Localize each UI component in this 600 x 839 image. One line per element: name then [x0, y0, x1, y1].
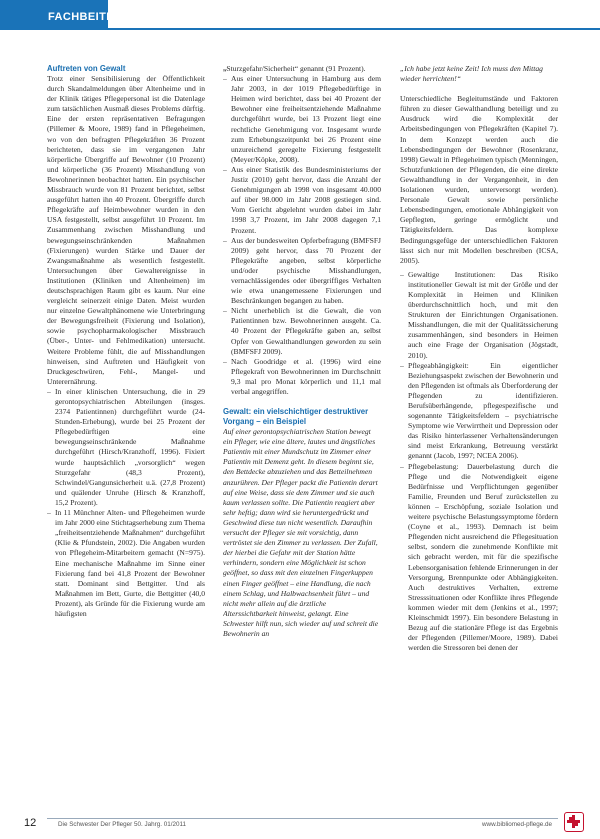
paragraph: Unterschiedliche Begleitumstände und Faktoren führen zu dieser Gewalthandlung beteiligt und zu Ausdruck wird die Komplexität der Arbeitsbedingungen von Pflegekräften (Kapitel 7). In dem Konzept werden auch die Lebensbedingungen der Bewohner (Rosenkranz, 1998) Gewalt in Pflegeheimen typisch (Menningen, Schutzfunktionen der Pflegenden, die eine direkte Gewalthandlung in der Vergangenheit, in den Isolationen wurden, unterversorgt werden). Personale Gewalt sowie persönliche Lebensbedingungen, emotionale Abhängigkeit von Gepflegten, geringe ermöglicht und Tätigkeitsfeldern. Das komplexe Bedingungsgefüge der unterschiedlichen Faktoren lässt sich nur mit Modellen beschreiben (ICSA, 2005). — [400, 94, 558, 265]
list-item: – Pflegebelastung: Dauerbelastung durch die Pflege und die Notwendigkeit eigene Bedürfnisse und Verpflichtungen gegenüber Familie, Freunden und Beruf zurückstellen zu können – Erschöpfung, soziale Isolation und weitere psychische Belastungssymptome fördern (Coyne et al., 1993). Demnach ist beim Pflegenden nicht ausreichend die Pflegesituation selbst, sondern die zunehmende Konflikte mit sich gebracht werden, mit für die spezifische Lebensorganisation fehlende Erinnerungen in der Versorgung, Brennpunkte oder Abhängigkeiten. Auch destruktives Verhalten, extreme Stresssituationen oder Konflikte ihres Pflegende kommen wieder mit dem (Jenkins et al., 1997; Kleinschmidt 1997). Ein besondere Belastung in Bezug auf die stationäre Pflege ist das Ergebnis der Pflegenden (Pillemer/Moore, 1989). Dabei werden die Stressoren bei denen der — [400, 462, 558, 654]
list-item: – Nicht unerheblich ist die Gewalt, die von Patientinnen bzw. Bewohnerinnen ausgeht. Ca. 40 Prozent der Pflegekräfte gaben an, selbst Opfer von Gewalthandlungen geworden zu sein (BMFSFJ 2009). — [223, 306, 381, 356]
list-item: – Nach Goodridge et al. (1996) wird eine Pflegekraft von Bewohnerinnen im Durchschnitt 9,3 mal pro Monat körperlich und 11,1 mal verbal angegriffen. — [223, 357, 381, 397]
list-item: – In 11 Münchner Alten- und Pflegeheimen wurde im Jahr 2000 eine Stichtagserhebung zum Thema „freiheitsentziehende Maßnahmen“ durchgeführt (Klie & Pfundstein, 2002). Die Angaben wurden von Pflegeheim-Mitarbeitern gemacht (N=975). Eine mechanische Maßnahme im Sinne einer Fixierung fand bei 41,8 Prozent der Bewohner statt. Dominant sind Bettgitter. Und als Maßnahmen im Bett, Gurte, die Bettgitter (40,0 Prozent), als Gründe für die Fixierung wurde am häufigsten — [47, 508, 205, 619]
section-label: FACHBEITRAG — [0, 0, 108, 28]
publisher-url: www.bibliomed-pflege.de — [482, 821, 553, 828]
header-rule — [0, 28, 600, 30]
paragraph: Trotz einer Sensibilisierung der Öffentlichkeit durch Skandalmeldungen über Altenheime und in der Klinik tätiges Pflegepersonal ist die Datenlage zum tatsächlichen Ausmaß dieses Problems dürftig. Eine der ersten repräsentativen Befragungen (Pillemer & Moore, 1989) fand in Pflegeheimen, wo von den befragten Pflegekräften 36 Prozent berichteten, dass sie im vergangenen Jahr körperliche Übergriffe auf Bewohner (10 Prozent) und körperliche (36 Prozent) Misshandlung von Bewohnerinnen beobachtet hatten. Ein psychischer Missbrauch wurde von 81 Prozent berichtet, selbst ausgeführt hatten ihn 40 Prozent. Übergriffe durch Pflegekräfte auf Heimbewohner wurden in den USA festgestellt, selbst ausgeführt 10 Prozent. Im Zusammenhang zwischen Misshandlung und bewegungseinschränkenden Maßnahmen (Fixierungen) wurden Stärke und Dauer der Zwangsmaßnahme als wesentlich festgestellt. Untersuchungen über Gewaltereignisse in Institutionen (Kliniken und Altenheimen) im deutschsprachigen Raum gibt es kaum. Nur eine vergleicht seinerzeit einige Daten. Meist wurden nur einzelne Gewaltphänomene wie Unterbringung der Bewegungsfreiheit (Fixierung und Isolation), sowie psychopharmakologischer Missbrauch (Über-, Unter- und Fehlmedikation) untersucht. Weitere Probleme fühlt, die auf Misshandlungen hinweisen, sind Auftreten und Häufigkeit von Druckgeschwüren, Fehl-, Mangel- und Unterernährung. — [47, 74, 205, 386]
bullet-list — [223, 64, 381, 397]
page-number: 12 — [24, 817, 37, 829]
journal-reference: Die Schwester Der Pfleger 50. Jahrg. 01/2011 — [58, 821, 186, 828]
publisher-logo-icon — [564, 812, 584, 832]
list-item: – In einer klinischen Untersuchung, die in 29 gerontopsychiatrischen Abteilungen (insges. 2374 Patientinnen) durchgeführt wurde (24-Stunden-Erhebung), wurde bei 25 Prozent der Pflegebedürftigen eine bewegungseinschränkende Maßnahme durchgeführt (Hirsch/Kranzhoff, 1996). Fixiert wurde hauptsächlich „vorsorglich“ wegen Sturzgefahr (48,3 Prozent), Schwindel/Gangunsicherheit u.ä. (27,8 Prozent) und quälender Unruhe (Hirsch & Kranzhoff, 15,2 Prozent). — [47, 387, 205, 508]
list-item: – Aus der bundesweiten Opferbefragung (BMFSFJ 2009) geht hervor, dass 70 Prozent der Pflegekräfte angeben, selbst körperliche und/oder psychische Misshandlungen, vernachlässigendes oder übergriffiges Verhalten wie etwa unangemessene Fixierungen und Beschränkungen begangen zu haben. — [223, 236, 381, 307]
list-item-continued: – „Sturzgefahr/Sicherheit“ genannt (91 Prozent). — [223, 64, 381, 74]
list-item: – Gewaltige Institutionen: Das Risiko institutioneller Gewalt ist mit der Größe und der Komplexität in Heimen und Kliniken überdurchschnittlich hoch, und mit den Strukturen der Einrichtungen Organisationen. Misshandlungen, die mit der Qualitätssicherung zusammenhängen, sind besonders in Heimen auch eine Frage der Organisation (Jögstadt, 2010). — [400, 270, 558, 361]
quote-continued: „Ich habe jetzt keine Zeit! Ich muss den Mittag wieder herrichten!“ — [400, 64, 543, 84]
column-1 — [47, 64, 205, 804]
list-item: – Pflegeabhängigkeit: Ein eigentlicher Beziehungsaspekt zwischen der Bewohnerin und den Pflegenden ist oftmals als Überforderung der Pflegenden zu identifizieren. Berufsüberhängende, pflegespezifische und sogenannte Tätigkeitsfeldern – psychiatrische Symptome wie Verwirrtheit und Depression oder das Risiko hinterlassener Verhaltensänderungen sind meist Erkrankung, Betreuung verstärkt genannt (Jacob, 1997; NCEA 2006). — [400, 361, 558, 462]
list-item: – Aus einer Statistik des Bundesministeriums der Justiz (2010) geht hervor, dass die Anzahl der Genehmigungen ab 1998 von insgesamt 40.000 auf über 98.000 im Jahr 2008 gestiegen sind. Vom Gericht abgelehnt wurden dabei im Jahr 1998 3,7 Prozent, im Jahr 2008 dagegen 7,1 Prozent. — [223, 165, 381, 236]
example-quote: Auf einer gerontopsychiatrischen Station bewegt ein Pfleger, wie eine ältere, lautes und ängstliches Patientin mit einer Mundschutz im Zimmer einer Patientin mit Demenz geht. In diesem beginnt sie, den Bettdecke abzuziehen und das Betteilnehmen anzurühren. Der Pfleger packt die Patientin derart auf eine Weise, dass sie dem Zimmer und sie auch kaum verlassen sollte. Die Patientin reagiert aber sehr heftig; dann wird sie heruntergedrückt und Geschwind diese tun nicht wesentlich. Daraufhin versucht der Pfleger sie mit vorsichtig, dann vertröstet sie den Zimmer zu verlassen. Der Zufall, der hierbei die Gefahr mit der Station hätte verhindern, sondern eine Möglichkeit ist schon geöffnet, so dass mit den einzelnen Fingerkuppen einen Finger geöffnet – eine Handlung, die nach einem Schlag, und Halbwachsenheit führt – und nicht mehr allein auf die ärztliche Alterssichtbarkeit hinweist, gelangt. Eine Schwester hilft nun, sich wieder auf und schreit die Bewohnerin an — [223, 427, 379, 638]
column-3 — [400, 64, 558, 804]
section-heading-occurrence: Auftreten von Gewalt — [47, 64, 126, 73]
footer-rule — [47, 818, 558, 819]
bullet-list — [47, 387, 205, 619]
bullet-list — [400, 270, 558, 654]
section-heading-example: Gewalt: ein vielschichtiger destruktiver Vorgang – ein Beispiel — [223, 407, 369, 427]
column-2 — [223, 64, 381, 804]
list-item: – Aus einer Untersuchung in Hamburg aus dem Jahr 2003, in der 1019 Pflegebedürftige in Heimen wird berichtet, dass bei 40 Prozent der Bewohner eine freiheitsentziehende Maßnahme durchgeführt wurde, bei 13 Prozent liegt eine rechtliche Genehmigung vor. Insgesamt wurde zum Erhebungszeitpunkt bei 26 Prozent eine unzureichend geregelte Fixierung festgestellt (Meyer/Köpke, 2008). — [223, 74, 381, 165]
